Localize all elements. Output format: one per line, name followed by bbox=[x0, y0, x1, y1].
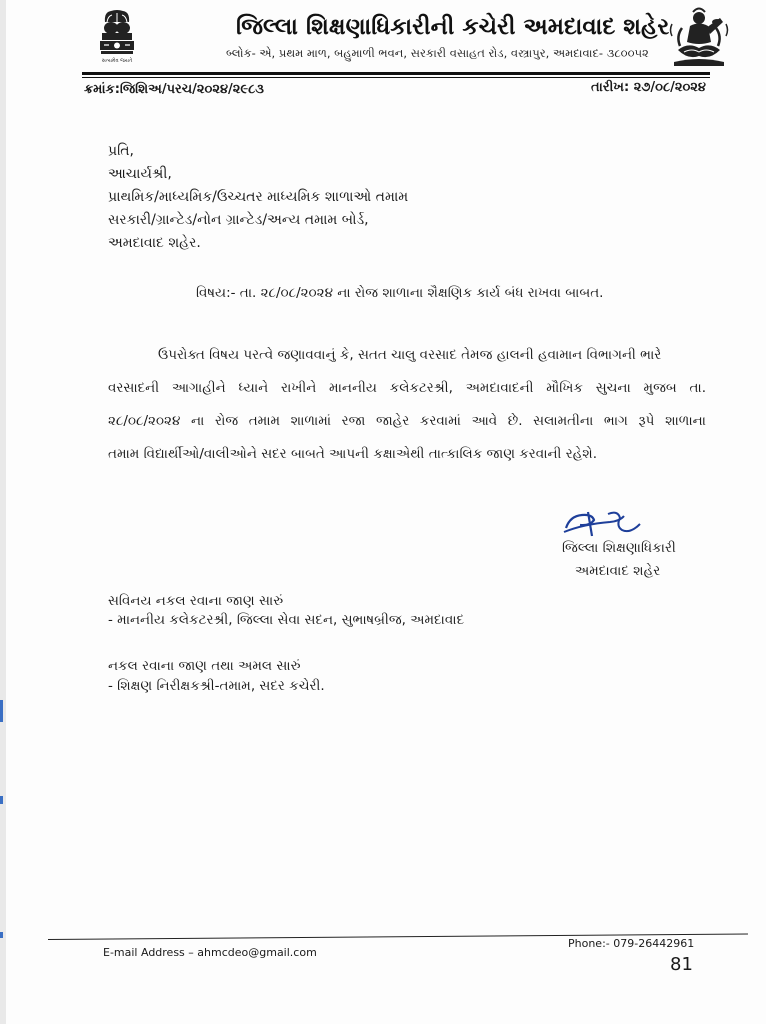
page-number: 81 bbox=[670, 954, 693, 975]
saraswati-logo-icon bbox=[668, 6, 730, 68]
body-line: વરસાદની આગાહીને ધ્યાને રાખીને માનનીય કલેકટરશ્રી, અમદાવાદની મૌખિક સુચના મુજબ તા. bbox=[108, 380, 706, 396]
signature-mark bbox=[560, 506, 644, 540]
copy-recipient: - શિક્ષણ નિરીક્ષકશ્રી-તમામ, સદર કચેરી. bbox=[108, 678, 325, 694]
copy-heading: સવિનય નકલ રવાના જાણ સારું bbox=[108, 593, 284, 609]
office-address: બ્લોક- એ, પ્રથમ માળ, બહુમાળી ભવન, સરકારી વસાહત રોડ, વસ્ત્રાપુર, અમદાવાદ- ૩૮૦૦૫૨ bbox=[226, 46, 649, 60]
signatory-title: જિલ્લા શિક્ષણાધિકારી bbox=[562, 540, 676, 556]
copy-heading: નકલ રવાના જાણ તથા અમલ સારું bbox=[108, 658, 301, 674]
addressee-line: સરકારી/ગ્રાન્ટેડ/નોન ગ્રાન્ટેડ/અન્ય તમામ બોર્ડ, bbox=[108, 212, 369, 228]
header-rule bbox=[82, 72, 710, 75]
scan-edge-marks bbox=[0, 700, 4, 960]
body-line: તમામ વિદ્યાર્થીઓ/વાલીઓને સદર બાબતે આપની કક્ષાએથી તાત્કાલિક જાણ કરવાની રહેશે. bbox=[108, 446, 597, 462]
addressee-line: આચાર્યશ્રી, bbox=[108, 166, 172, 182]
footer-email: E-mail Address – ahmcdeo@gmail.com bbox=[103, 946, 317, 959]
office-name: જિલ્લા શિક્ષણાધિકારીની કચેરી અમદાવાદ શહેર bbox=[236, 14, 670, 40]
signatory-office: અમદાવાદ શહેર bbox=[575, 563, 661, 579]
addressee-line: અમદાવાદ શહેર. bbox=[108, 235, 201, 251]
body-line: ઉપરોક્ત વિષય પરત્વે જણાવવાનું કે, સતત ચાલુ વરસાદ તેમજ હાલની હવામાન વિભાગની ભારે bbox=[158, 347, 662, 363]
copy-recipient: - માનનીય કલેકટરશ્રી, જિલ્લા સેવા સદન, સુભાષબ્રીજ, અમદાવાદ bbox=[108, 612, 465, 628]
emblem-caption: સત્યમેવ જયતે bbox=[101, 58, 133, 64]
header-rule-thin bbox=[82, 77, 710, 78]
reference-number: ક્રમાંક:જિશિઅ/પરચ/૨૦૨૪/૨૯૮૩ bbox=[84, 82, 264, 97]
reference-date: તારીખ: ૨૭/૦૮/૨૦૨૪ bbox=[591, 80, 706, 95]
addressee-line: પ્રાથમિક/માધ્યમિક/ઉચ્ચતર માધ્યમિક શાળાઓ તમામ bbox=[108, 189, 409, 205]
subject-line: વિષય:- તા. ૨૮/૦૮/૨૦૨૪ ના રોજ શાળાના શૈક્ષણિક કાર્ય બંધ રાખવા બાબત. bbox=[196, 285, 604, 301]
body-line: ૨૮/૦૮/૨૦૨૪ ના રોજ તમામ શાળામાં રજા જાહેર કરવામાં આવે છે. સલામતીના ભાગ રૂપે શાળાના bbox=[108, 413, 706, 429]
addressee-line: પ્રતિ, bbox=[108, 143, 134, 159]
footer-phone: Phone:- 079-26442961 bbox=[568, 937, 695, 950]
